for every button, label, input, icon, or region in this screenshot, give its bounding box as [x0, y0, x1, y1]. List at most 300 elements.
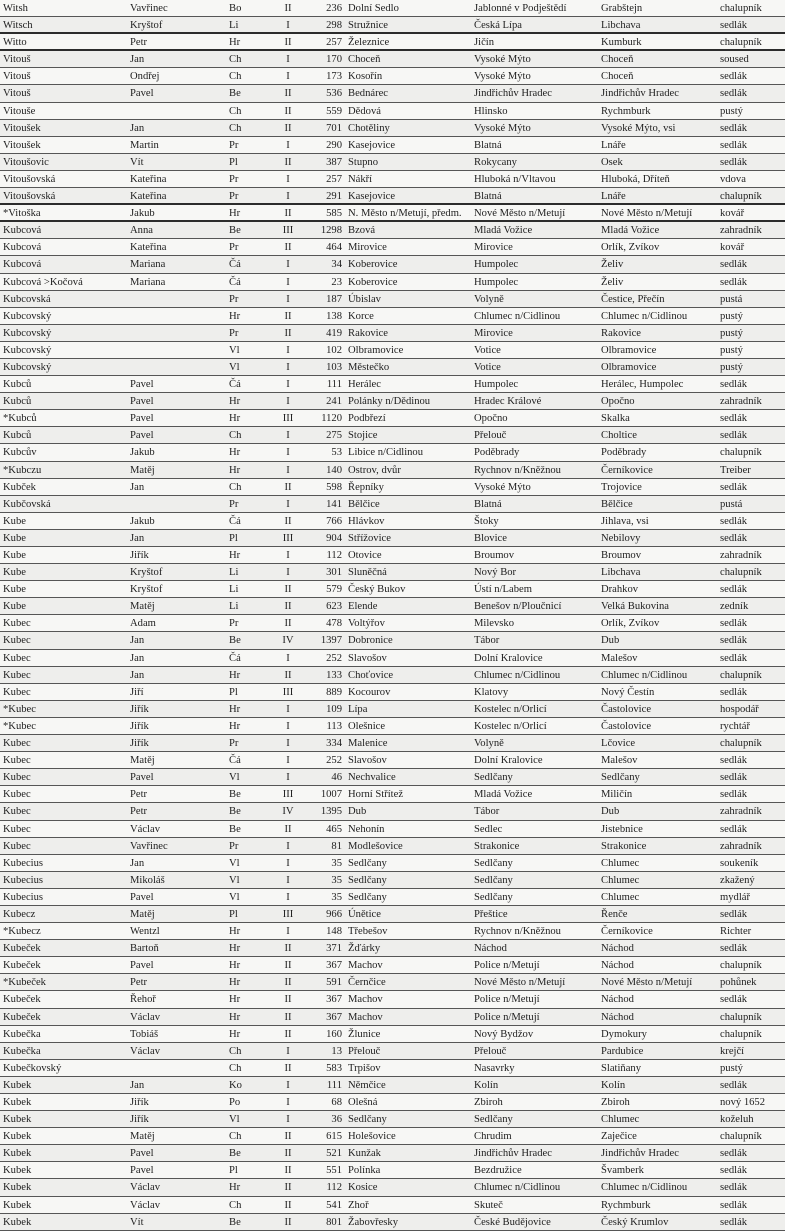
- cell-village: Polánky n/Dědinou: [348, 396, 431, 408]
- cell-surname: Vitoušovic: [3, 156, 49, 168]
- cell-page: 36: [331, 1114, 342, 1126]
- cell-surname: Kubecz: [3, 908, 36, 920]
- cell-region: Be: [229, 1148, 241, 1160]
- cell-parish: Chrudim: [474, 1131, 512, 1143]
- cell-parish: Přelouč: [474, 430, 507, 442]
- cell-page: 298: [326, 20, 342, 32]
- table-row: [0, 0, 785, 17]
- table-row: [0, 137, 785, 154]
- cell-volume: I: [286, 874, 290, 886]
- cell-page: 598: [326, 481, 342, 493]
- cell-given: Pavel: [130, 413, 154, 425]
- cell-given: Petr: [130, 977, 148, 989]
- cell-page: 160: [326, 1028, 342, 1040]
- cell-parish: Blatná: [474, 498, 502, 510]
- cell-village: Stojice: [348, 430, 378, 442]
- cell-village: Nákří: [348, 173, 373, 185]
- cell-village: Nechvalice: [348, 772, 396, 784]
- cell-estate: Jistebnice: [601, 823, 643, 835]
- table-row: [0, 701, 785, 718]
- table-row: [0, 940, 785, 957]
- cell-village: Elende: [348, 601, 378, 613]
- cell-page: 236: [326, 3, 342, 14]
- cell-village: N. Město n/Metují, předm.: [348, 208, 462, 220]
- cell-village: Holešovice: [348, 1131, 396, 1143]
- cell-page: 301: [326, 567, 342, 579]
- table-row: [0, 615, 785, 632]
- cell-region: Ch: [229, 71, 242, 83]
- cell-volume: I: [286, 344, 290, 356]
- cell-volume: I: [286, 361, 290, 373]
- cell-parish: Mladá Vožice: [474, 789, 533, 801]
- cell-estate: Náchod: [601, 943, 634, 955]
- cell-given: Václav: [130, 1199, 160, 1211]
- cell-surname: Kube: [3, 515, 26, 527]
- table-row: [0, 222, 785, 239]
- table-row: [0, 991, 785, 1008]
- cell-parish: Vysoké Mýto: [474, 54, 531, 66]
- cell-village: Slavošov: [348, 755, 387, 767]
- cell-surname: Vitouše: [3, 105, 36, 117]
- cell-village: Olešná: [348, 1097, 378, 1108]
- cell-region: Hr: [229, 413, 241, 425]
- cell-surname: Kube: [3, 601, 26, 613]
- cell-page: 111: [326, 1079, 342, 1091]
- cell-status: sedlák: [720, 532, 748, 544]
- cell-parish: Sedlčany: [474, 772, 513, 784]
- table-row: [0, 325, 785, 342]
- cell-volume: I: [286, 652, 290, 664]
- cell-given: Václav: [130, 823, 160, 835]
- cell-given: Jan: [130, 54, 145, 66]
- cell-region: Hr: [229, 960, 241, 972]
- cell-region: Hr: [229, 720, 241, 732]
- table-row: [0, 410, 785, 427]
- cell-village: Machov: [348, 1011, 383, 1023]
- cell-volume: I: [286, 498, 290, 510]
- cell-status: vdova: [720, 173, 746, 185]
- cell-region: Čá: [229, 755, 241, 767]
- cell-parish: Mirovice: [474, 327, 513, 339]
- cell-volume: II: [284, 943, 292, 955]
- cell-region: Li: [229, 20, 239, 32]
- cell-volume: II: [284, 515, 292, 527]
- cell-parish: Nové Město n/Metují: [474, 208, 566, 220]
- cell-surname: *Kubec: [3, 703, 36, 715]
- cell-status: sedlák: [720, 772, 748, 784]
- cell-region: Pl: [229, 1165, 238, 1177]
- cell-volume: I: [286, 1079, 290, 1091]
- cell-estate: Malešov: [601, 652, 638, 664]
- table-row: [0, 838, 785, 855]
- cell-surname: Kubcová: [3, 259, 42, 271]
- cell-given: Matěj: [130, 601, 155, 613]
- cell-status: sedlák: [720, 1079, 748, 1091]
- cell-region: Ch: [229, 54, 242, 66]
- cell-status: sedlák: [720, 515, 748, 527]
- cell-volume: I: [286, 857, 290, 869]
- cell-parish: Sedlčany: [474, 1114, 513, 1126]
- cell-volume: II: [284, 1028, 292, 1040]
- cell-region: Pr: [229, 191, 239, 203]
- table-row: [0, 855, 785, 872]
- cell-parish: Chlumec n/Cidlinou: [474, 310, 561, 322]
- cell-region: Pl: [229, 686, 238, 698]
- cell-status: chalupník: [720, 960, 762, 972]
- cell-parish: Hluboká n/Vltavou: [474, 173, 556, 185]
- cell-volume: III: [282, 908, 294, 920]
- cell-estate: Olbramovice: [601, 344, 657, 356]
- cell-estate: Lnáře: [601, 191, 626, 203]
- cell-parish: Bezdružice: [474, 1165, 522, 1177]
- cell-status: sedlák: [720, 139, 748, 151]
- cell-surname: Kubec: [3, 686, 31, 698]
- cell-parish: Rychnov n/Kněžnou: [474, 926, 561, 938]
- cell-village: Horní Střítež: [348, 789, 404, 801]
- cell-status: sedlák: [720, 20, 748, 32]
- cell-page: 23: [331, 276, 342, 288]
- cell-status: sedlák: [720, 1165, 748, 1177]
- cell-parish: Benešov n/Ploučnicí: [474, 601, 562, 613]
- cell-estate: Velká Bukovina: [601, 601, 669, 613]
- cell-given: Pavel: [130, 88, 154, 100]
- cell-village: Koberovice: [348, 276, 398, 288]
- cell-status: pustý: [720, 310, 743, 322]
- cell-surname: Kube: [3, 567, 26, 579]
- cell-surname: Kubec: [3, 618, 31, 630]
- cell-parish: Mirovice: [474, 242, 513, 254]
- cell-status: zahradník: [720, 550, 762, 561]
- cell-estate: Chlumec n/Cidlinou: [601, 669, 688, 681]
- cell-given: Kryštof: [130, 567, 163, 579]
- cell-parish: Zbiroh: [474, 1097, 503, 1108]
- cell-village: Modlešovice: [348, 840, 403, 852]
- cell-given: Kateřina: [130, 173, 167, 185]
- cell-volume: IV: [282, 635, 294, 647]
- cell-page: 367: [326, 994, 342, 1006]
- table-row: [0, 85, 785, 102]
- cell-village: Bělčice: [348, 498, 380, 510]
- cell-village: Otovice: [348, 550, 382, 561]
- cell-parish: Blatná: [474, 139, 502, 151]
- cell-volume: I: [286, 379, 290, 391]
- cell-status: sedlák: [720, 789, 748, 801]
- cell-surname: Vitoušovská: [3, 173, 56, 185]
- cell-volume: I: [286, 430, 290, 442]
- cell-surname: Kubec: [3, 806, 31, 818]
- cell-estate: Čestice, Přečín: [601, 293, 665, 305]
- cell-estate: Švamberk: [601, 1165, 644, 1177]
- cell-given: Petr: [130, 789, 148, 801]
- cell-region: Pl: [229, 908, 238, 920]
- table-row: [0, 427, 785, 444]
- cell-surname: Kubcová >Kočová: [3, 276, 83, 288]
- cell-region: Vl: [229, 361, 240, 373]
- cell-volume: I: [286, 259, 290, 271]
- cell-volume: I: [286, 550, 290, 561]
- cell-parish: Humpolec: [474, 379, 519, 391]
- cell-village: Rakovice: [348, 327, 389, 339]
- cell-estate: Dymokury: [601, 1028, 647, 1040]
- cell-village: Polínka: [348, 1165, 381, 1177]
- cell-region: Li: [229, 601, 239, 613]
- cell-village: Sedlčany: [348, 891, 387, 903]
- cell-region: Hr: [229, 977, 241, 989]
- cell-parish: Štoky: [474, 515, 499, 527]
- cell-estate: Broumov: [601, 550, 642, 561]
- cell-volume: II: [284, 669, 292, 681]
- cell-estate: Kolín: [601, 1079, 626, 1091]
- cell-status: zahradník: [720, 806, 762, 818]
- cell-region: Ch: [229, 1045, 242, 1057]
- cell-region: Li: [229, 584, 239, 596]
- cell-estate: Dub: [601, 635, 620, 647]
- cell-given: Tobiáš: [130, 1028, 159, 1040]
- cell-parish: Skuteč: [474, 1199, 503, 1211]
- cell-region: Hr: [229, 447, 241, 459]
- cell-estate: Český Krumlov: [601, 1216, 669, 1228]
- cell-surname: Kubečkovský: [3, 1062, 62, 1074]
- cell-parish: Náchod: [474, 943, 507, 955]
- cell-status: sedlák: [720, 943, 748, 955]
- cell-volume: II: [284, 122, 292, 134]
- table-row: [0, 1179, 785, 1196]
- cell-status: chalupník: [720, 738, 762, 750]
- cell-page: 585: [326, 208, 342, 220]
- cell-estate: Chlumec: [601, 857, 640, 869]
- table-row: [0, 786, 785, 803]
- cell-page: 536: [326, 88, 342, 100]
- cell-page: 275: [326, 430, 342, 442]
- cell-parish: Rychnov n/Kněžnou: [474, 464, 561, 476]
- cell-given: Jiří: [130, 686, 144, 698]
- cell-surname: Kubeček: [3, 994, 41, 1006]
- cell-estate: Lčovice: [601, 738, 636, 750]
- cell-parish: Vysoké Mýto: [474, 481, 531, 493]
- cell-region: Ch: [229, 122, 242, 134]
- cell-given: Anna: [130, 225, 153, 237]
- cell-given: Adam: [130, 618, 156, 630]
- cell-status: chalupník: [720, 1011, 762, 1023]
- cell-region: Pr: [229, 173, 239, 185]
- cell-volume: II: [284, 1131, 292, 1143]
- cell-volume: II: [284, 88, 292, 100]
- cell-estate: Rychmburk: [601, 1199, 651, 1211]
- cell-region: Hr: [229, 310, 241, 322]
- cell-page: 623: [326, 601, 342, 613]
- cell-estate: Chlumec: [601, 874, 640, 886]
- cell-volume: I: [286, 738, 290, 750]
- cell-page: 252: [326, 652, 342, 664]
- cell-region: Be: [229, 1216, 241, 1228]
- cell-given: Matěj: [130, 1131, 155, 1143]
- cell-region: Be: [229, 88, 241, 100]
- cell-estate: Řenče: [601, 908, 628, 920]
- cell-surname: Kubec: [3, 652, 31, 664]
- cell-village: Machov: [348, 994, 383, 1006]
- cell-page: 112: [326, 1182, 342, 1194]
- cell-village: Trpišov: [348, 1062, 381, 1074]
- cell-page: 904: [326, 532, 342, 544]
- cell-given: Jan: [130, 635, 145, 647]
- cell-estate: Orlík, Zvíkov: [601, 618, 660, 630]
- cell-given: Mariana: [130, 259, 166, 271]
- cell-status: zahradník: [720, 840, 762, 852]
- cell-surname: Kubec: [3, 789, 31, 801]
- cell-village: Kosořín: [348, 71, 383, 83]
- cell-surname: Kubcovský: [3, 344, 52, 356]
- cell-surname: Kubek: [3, 1079, 32, 1091]
- cell-surname: Kubcová: [3, 225, 42, 237]
- cell-given: Mikoláš: [130, 874, 165, 886]
- cell-surname: *Kubczu: [3, 464, 42, 476]
- cell-estate: Osek: [601, 156, 623, 168]
- cell-region: Be: [229, 225, 241, 237]
- cell-volume: I: [286, 54, 290, 66]
- cell-volume: I: [286, 720, 290, 732]
- cell-region: Be: [229, 635, 241, 647]
- cell-volume: I: [286, 891, 290, 903]
- cell-village: Přelouč: [348, 1045, 381, 1057]
- cell-volume: II: [284, 242, 292, 254]
- cell-status: sedlák: [720, 994, 748, 1006]
- cell-estate: Kumburk: [601, 37, 642, 49]
- cell-region: Čá: [229, 259, 241, 271]
- cell-page: 464: [326, 242, 342, 254]
- cell-region: Be: [229, 823, 241, 835]
- cell-estate: Častolovice: [601, 720, 652, 732]
- table-row: [0, 1197, 785, 1214]
- cell-surname: Kube: [3, 584, 26, 596]
- table-row: [0, 120, 785, 137]
- cell-region: Hr: [229, 926, 241, 938]
- cell-page: 465: [326, 823, 342, 835]
- cell-village: Bednárec: [348, 88, 388, 100]
- cell-volume: I: [286, 840, 290, 852]
- cell-given: Matěj: [130, 464, 155, 476]
- cell-status: sedlák: [720, 908, 748, 920]
- table-row: [0, 462, 785, 479]
- cell-volume: I: [286, 703, 290, 715]
- cell-surname: Kube: [3, 532, 26, 544]
- cell-surname: Kubecius: [3, 891, 44, 903]
- cell-given: Jan: [130, 652, 145, 664]
- cell-region: Hr: [229, 550, 241, 561]
- cell-village: Kasejovice: [348, 191, 396, 203]
- cell-given: Pavel: [130, 1148, 154, 1160]
- cell-parish: Blovice: [474, 532, 507, 544]
- table-row: [0, 718, 785, 735]
- table-row: [0, 581, 785, 598]
- cell-village: Český Bukov: [348, 584, 406, 596]
- cell-page: 173: [326, 71, 342, 83]
- cell-region: Po: [229, 1097, 241, 1108]
- cell-parish: Milevsko: [474, 618, 515, 630]
- cell-estate: Strakonice: [601, 840, 647, 852]
- cell-given: Kateřina: [130, 191, 167, 203]
- cell-region: Čá: [229, 276, 241, 288]
- cell-parish: Vysoké Mýto: [474, 71, 531, 83]
- table-row: [0, 684, 785, 701]
- table-row: [0, 598, 785, 615]
- cell-volume: I: [286, 396, 290, 408]
- cell-estate: Želiv: [601, 259, 624, 271]
- cell-surname: *Kubecz: [3, 926, 41, 938]
- cell-village: Kosice: [348, 1182, 378, 1194]
- cell-village: Nehonín: [348, 823, 385, 835]
- cell-parish: Sedlčany: [474, 857, 513, 869]
- cell-status: soukeník: [720, 857, 759, 869]
- cell-estate: Černíkovice: [601, 926, 653, 938]
- cell-volume: I: [286, 1045, 290, 1057]
- cell-parish: České Budějovice: [474, 1216, 551, 1228]
- cell-parish: Poděbrady: [474, 447, 520, 459]
- cell-page: 109: [326, 703, 342, 715]
- cell-estate: Skalka: [601, 413, 630, 425]
- cell-volume: I: [286, 926, 290, 938]
- cell-volume: II: [284, 960, 292, 972]
- cell-village: Dub: [348, 806, 367, 818]
- cell-parish: Chlumec n/Cidlinou: [474, 669, 561, 681]
- cell-village: Třebešov: [348, 926, 388, 938]
- cell-estate: Hluboká, Dříteň: [601, 173, 670, 185]
- cell-estate: Opočno: [601, 396, 635, 408]
- cell-page: 81: [331, 840, 342, 852]
- cell-status: kovář: [720, 208, 745, 220]
- cell-given: Pavel: [130, 430, 154, 442]
- table-row: [0, 444, 785, 461]
- cell-surname: Witsh: [3, 3, 28, 14]
- cell-surname: Kubek: [3, 1114, 32, 1126]
- cell-volume: I: [286, 276, 290, 288]
- cell-parish: Přeštice: [474, 908, 508, 920]
- cell-village: Dědová: [348, 105, 381, 117]
- cell-region: Li: [229, 567, 239, 579]
- cell-region: Pr: [229, 618, 239, 630]
- cell-surname: Kubec: [3, 669, 31, 681]
- cell-volume: IV: [282, 806, 294, 818]
- table-row: [0, 308, 785, 325]
- cell-status: sedlák: [720, 823, 748, 835]
- cell-village: Mirovice: [348, 242, 387, 254]
- cell-volume: II: [284, 481, 292, 493]
- cell-surname: Kubcovská: [3, 293, 51, 305]
- cell-estate: Drahkov: [601, 584, 639, 596]
- table-row: [0, 957, 785, 974]
- cell-page: 419: [326, 327, 342, 339]
- cell-given: Jiřík: [130, 720, 149, 732]
- cell-status: chalupník: [720, 191, 762, 203]
- cell-status: hospodář: [720, 703, 759, 715]
- cell-page: 241: [326, 396, 342, 408]
- table-row: [0, 564, 785, 581]
- table-row: [0, 205, 785, 222]
- cell-status: chalupník: [720, 1131, 762, 1143]
- cell-surname: Kubec: [3, 823, 31, 835]
- cell-village: Dobronice: [348, 635, 393, 647]
- cell-given: Wentzl: [130, 926, 160, 938]
- cell-status: sedlák: [720, 481, 748, 493]
- cell-parish: Kostelec n/Orlicí: [474, 703, 547, 715]
- cell-status: sedlák: [720, 88, 748, 100]
- cell-village: Korce: [348, 310, 374, 322]
- cell-region: Čá: [229, 379, 241, 391]
- cell-parish: Vysoké Mýto: [474, 122, 531, 134]
- cell-estate: Jindřichův Hradec: [601, 1148, 679, 1160]
- cell-page: 133: [326, 669, 342, 681]
- cell-surname: Kubcovský: [3, 327, 52, 339]
- cell-status: pustá: [720, 293, 743, 305]
